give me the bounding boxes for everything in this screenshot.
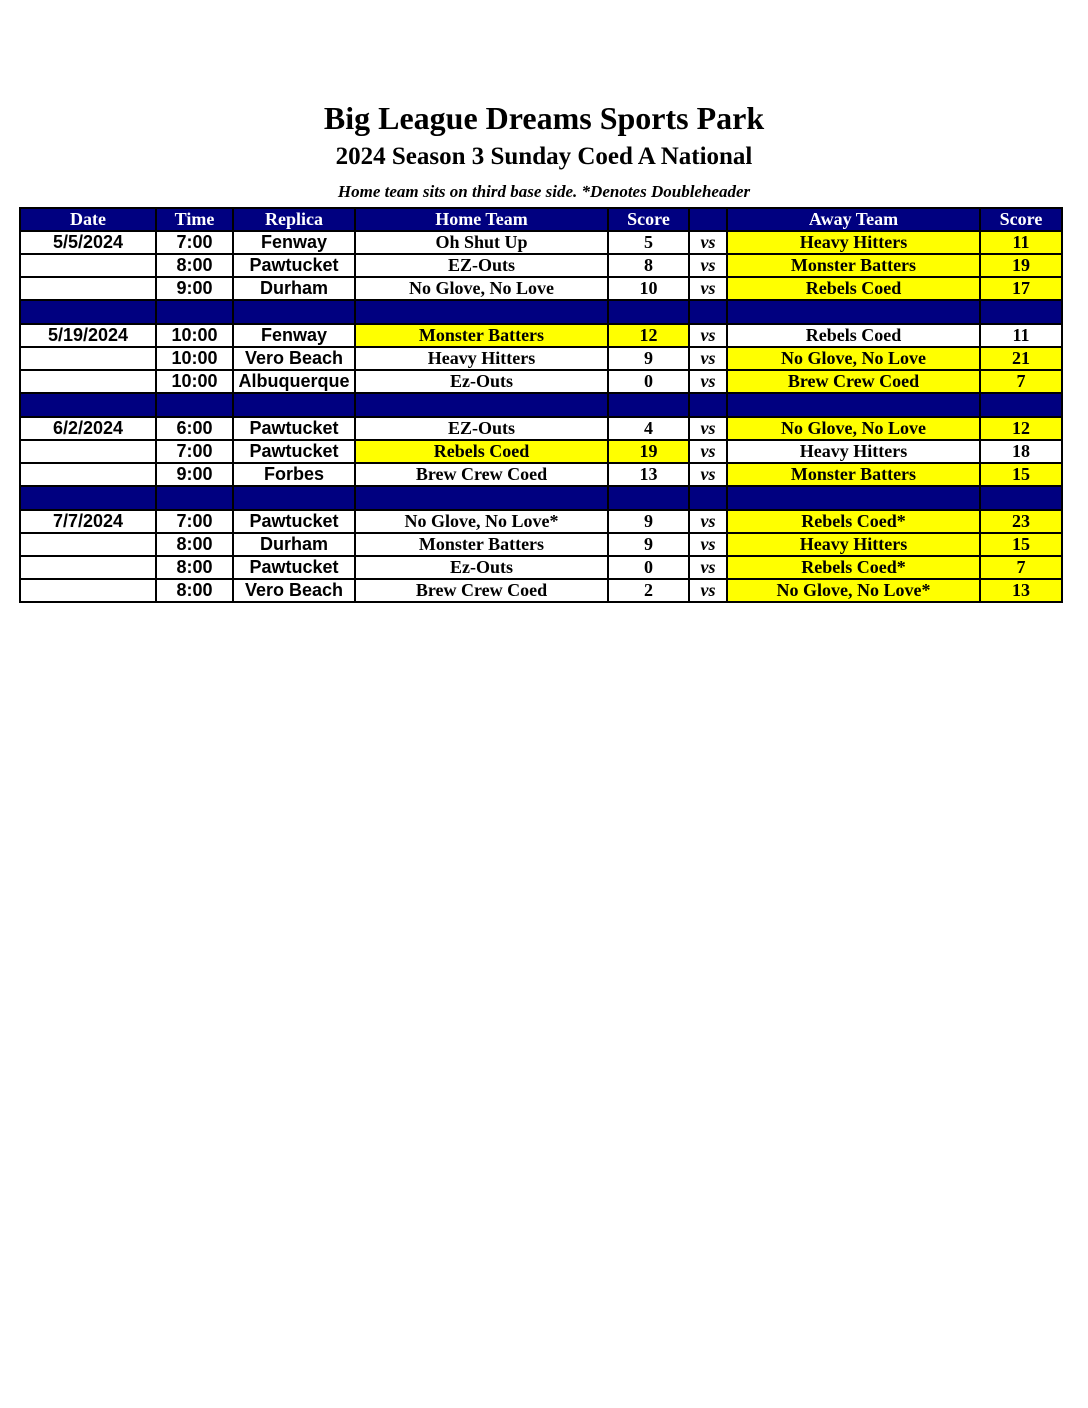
week-separator-row bbox=[20, 300, 1062, 324]
replica-cell: Forbes bbox=[233, 463, 355, 486]
vs-cell: vs bbox=[689, 579, 727, 602]
replica-cell: Pawtucket bbox=[233, 510, 355, 533]
away-team-cell: Heavy Hitters bbox=[727, 440, 980, 463]
time-cell: 8:00 bbox=[156, 533, 233, 556]
game-row bbox=[20, 231, 1062, 254]
away-team-cell: No Glove, No Love* bbox=[727, 579, 980, 602]
away-score-cell: 11 bbox=[980, 324, 1062, 347]
replica-cell: Albuquerque bbox=[233, 370, 355, 393]
away-score-cell: 13 bbox=[980, 579, 1062, 602]
time-cell: 10:00 bbox=[156, 370, 233, 393]
away-team-cell: Rebels Coed bbox=[727, 324, 980, 347]
game-row bbox=[20, 417, 1062, 440]
time-cell: 8:00 bbox=[156, 254, 233, 277]
separator-cell bbox=[233, 300, 355, 324]
home-team-cell: Brew Crew Coed bbox=[355, 579, 608, 602]
time-cell: 9:00 bbox=[156, 277, 233, 300]
col-header-home-team: Home Team bbox=[355, 208, 608, 231]
time-cell: 8:00 bbox=[156, 556, 233, 579]
vs-cell: vs bbox=[689, 347, 727, 370]
game-row bbox=[20, 579, 1062, 602]
vs-cell: vs bbox=[689, 231, 727, 254]
home-team-cell: Brew Crew Coed bbox=[355, 463, 608, 486]
date-cell bbox=[20, 370, 156, 393]
separator-cell bbox=[727, 486, 980, 510]
col-header-home-score: Score bbox=[608, 208, 689, 231]
away-score-cell: 11 bbox=[980, 231, 1062, 254]
game-row bbox=[20, 463, 1062, 486]
away-team-cell: No Glove, No Love bbox=[727, 347, 980, 370]
home-score-cell: 19 bbox=[608, 440, 689, 463]
game-row bbox=[20, 254, 1062, 277]
separator-cell bbox=[727, 300, 980, 324]
away-team-cell: Monster Batters bbox=[727, 463, 980, 486]
header-row bbox=[20, 208, 1062, 231]
away-score-cell: 21 bbox=[980, 347, 1062, 370]
separator-cell bbox=[689, 300, 727, 324]
game-row bbox=[20, 440, 1062, 463]
date-cell: 6/2/2024 bbox=[20, 417, 156, 440]
time-cell: 9:00 bbox=[156, 463, 233, 486]
week-separator-row bbox=[20, 486, 1062, 510]
game-row bbox=[20, 324, 1062, 347]
replica-cell: Pawtucket bbox=[233, 417, 355, 440]
vs-cell: vs bbox=[689, 254, 727, 277]
date-cell bbox=[20, 556, 156, 579]
date-cell bbox=[20, 579, 156, 602]
date-cell bbox=[20, 254, 156, 277]
col-header-date: Date bbox=[20, 208, 156, 231]
home-score-cell: 13 bbox=[608, 463, 689, 486]
replica-cell: Vero Beach bbox=[233, 579, 355, 602]
col-header-replica: Replica bbox=[233, 208, 355, 231]
separator-cell bbox=[980, 486, 1062, 510]
away-score-cell: 15 bbox=[980, 463, 1062, 486]
vs-cell: vs bbox=[689, 370, 727, 393]
replica-cell: Vero Beach bbox=[233, 347, 355, 370]
time-cell: 6:00 bbox=[156, 417, 233, 440]
home-score-cell: 9 bbox=[608, 510, 689, 533]
page-title: Big League Dreams Sports Park bbox=[323, 100, 765, 136]
separator-cell bbox=[233, 393, 355, 417]
game-row bbox=[20, 510, 1062, 533]
away-team-cell: No Glove, No Love bbox=[727, 417, 980, 440]
home-team-cell: Ez-Outs bbox=[355, 556, 608, 579]
separator-cell bbox=[355, 300, 608, 324]
away-team-cell: Rebels Coed bbox=[727, 277, 980, 300]
schedule-table bbox=[19, 207, 1063, 603]
separator-cell bbox=[20, 300, 156, 324]
replica-cell: Pawtucket bbox=[233, 556, 355, 579]
vs-cell: vs bbox=[689, 324, 727, 347]
game-row bbox=[20, 370, 1062, 393]
home-team-cell: No Glove, No Love bbox=[355, 277, 608, 300]
date-cell bbox=[20, 440, 156, 463]
date-cell bbox=[20, 463, 156, 486]
away-score-cell: 7 bbox=[980, 556, 1062, 579]
home-score-cell: 0 bbox=[608, 370, 689, 393]
separator-cell bbox=[233, 486, 355, 510]
page-subtitle: 2024 Season 3 Sunday Coed A National bbox=[335, 143, 753, 170]
away-score-cell: 23 bbox=[980, 510, 1062, 533]
away-score-cell: 17 bbox=[980, 277, 1062, 300]
doubleheader-note: Home team sits on third base side. *Denotes Doubleheader bbox=[337, 182, 751, 201]
date-cell bbox=[20, 347, 156, 370]
separator-cell bbox=[689, 393, 727, 417]
time-cell: 10:00 bbox=[156, 324, 233, 347]
home-score-cell: 2 bbox=[608, 579, 689, 602]
home-team-cell: Rebels Coed bbox=[355, 440, 608, 463]
separator-cell bbox=[20, 393, 156, 417]
game-row bbox=[20, 556, 1062, 579]
home-team-cell: Monster Batters bbox=[355, 324, 608, 347]
vs-cell: vs bbox=[689, 440, 727, 463]
separator-cell bbox=[20, 486, 156, 510]
away-score-cell: 18 bbox=[980, 440, 1062, 463]
replica-cell: Pawtucket bbox=[233, 254, 355, 277]
separator-cell bbox=[689, 486, 727, 510]
home-score-cell: 9 bbox=[608, 533, 689, 556]
col-header-vs bbox=[689, 208, 727, 231]
game-row bbox=[20, 347, 1062, 370]
date-cell bbox=[20, 277, 156, 300]
date-cell: 5/19/2024 bbox=[20, 324, 156, 347]
separator-cell bbox=[727, 393, 980, 417]
separator-cell bbox=[608, 486, 689, 510]
col-header-away-score: Score bbox=[980, 208, 1062, 231]
away-team-cell: Rebels Coed* bbox=[727, 556, 980, 579]
time-cell: 7:00 bbox=[156, 510, 233, 533]
away-team-cell: Rebels Coed* bbox=[727, 510, 980, 533]
replica-cell: Durham bbox=[233, 533, 355, 556]
separator-cell bbox=[156, 486, 233, 510]
separator-cell bbox=[608, 300, 689, 324]
vs-cell: vs bbox=[689, 510, 727, 533]
home-team-cell: EZ-Outs bbox=[355, 417, 608, 440]
vs-cell: vs bbox=[689, 533, 727, 556]
date-cell: 7/7/2024 bbox=[20, 510, 156, 533]
game-row bbox=[20, 533, 1062, 556]
week-separator-row bbox=[20, 393, 1062, 417]
home-score-cell: 5 bbox=[608, 231, 689, 254]
away-team-cell: Heavy Hitters bbox=[727, 533, 980, 556]
separator-cell bbox=[980, 300, 1062, 324]
home-team-cell: Heavy Hitters bbox=[355, 347, 608, 370]
home-team-cell: EZ-Outs bbox=[355, 254, 608, 277]
vs-cell: vs bbox=[689, 417, 727, 440]
vs-cell: vs bbox=[689, 556, 727, 579]
away-team-cell: Heavy Hitters bbox=[727, 231, 980, 254]
schedule-body bbox=[20, 231, 1062, 602]
away-team-cell: Brew Crew Coed bbox=[727, 370, 980, 393]
home-team-cell: Oh Shut Up bbox=[355, 231, 608, 254]
date-cell: 5/5/2024 bbox=[20, 231, 156, 254]
vs-cell: vs bbox=[689, 463, 727, 486]
away-team-cell: Monster Batters bbox=[727, 254, 980, 277]
separator-cell bbox=[355, 486, 608, 510]
home-team-cell: Ez-Outs bbox=[355, 370, 608, 393]
home-score-cell: 10 bbox=[608, 277, 689, 300]
time-cell: 7:00 bbox=[156, 231, 233, 254]
separator-cell bbox=[156, 300, 233, 324]
replica-cell: Durham bbox=[233, 277, 355, 300]
game-row bbox=[20, 277, 1062, 300]
home-score-cell: 12 bbox=[608, 324, 689, 347]
away-score-cell: 12 bbox=[980, 417, 1062, 440]
separator-cell bbox=[355, 393, 608, 417]
separator-cell bbox=[608, 393, 689, 417]
home-score-cell: 9 bbox=[608, 347, 689, 370]
time-cell: 7:00 bbox=[156, 440, 233, 463]
time-cell: 8:00 bbox=[156, 579, 233, 602]
replica-cell: Fenway bbox=[233, 231, 355, 254]
away-score-cell: 7 bbox=[980, 370, 1062, 393]
date-cell bbox=[20, 533, 156, 556]
replica-cell: Fenway bbox=[233, 324, 355, 347]
separator-cell bbox=[980, 393, 1062, 417]
away-score-cell: 19 bbox=[980, 254, 1062, 277]
home-score-cell: 4 bbox=[608, 417, 689, 440]
away-score-cell: 15 bbox=[980, 533, 1062, 556]
col-header-away-team: Away Team bbox=[727, 208, 980, 231]
separator-cell bbox=[156, 393, 233, 417]
vs-cell: vs bbox=[689, 277, 727, 300]
home-score-cell: 0 bbox=[608, 556, 689, 579]
replica-cell: Pawtucket bbox=[233, 440, 355, 463]
home-team-cell: No Glove, No Love* bbox=[355, 510, 608, 533]
home-team-cell: Monster Batters bbox=[355, 533, 608, 556]
home-score-cell: 8 bbox=[608, 254, 689, 277]
col-header-time: Time bbox=[156, 208, 233, 231]
time-cell: 10:00 bbox=[156, 347, 233, 370]
